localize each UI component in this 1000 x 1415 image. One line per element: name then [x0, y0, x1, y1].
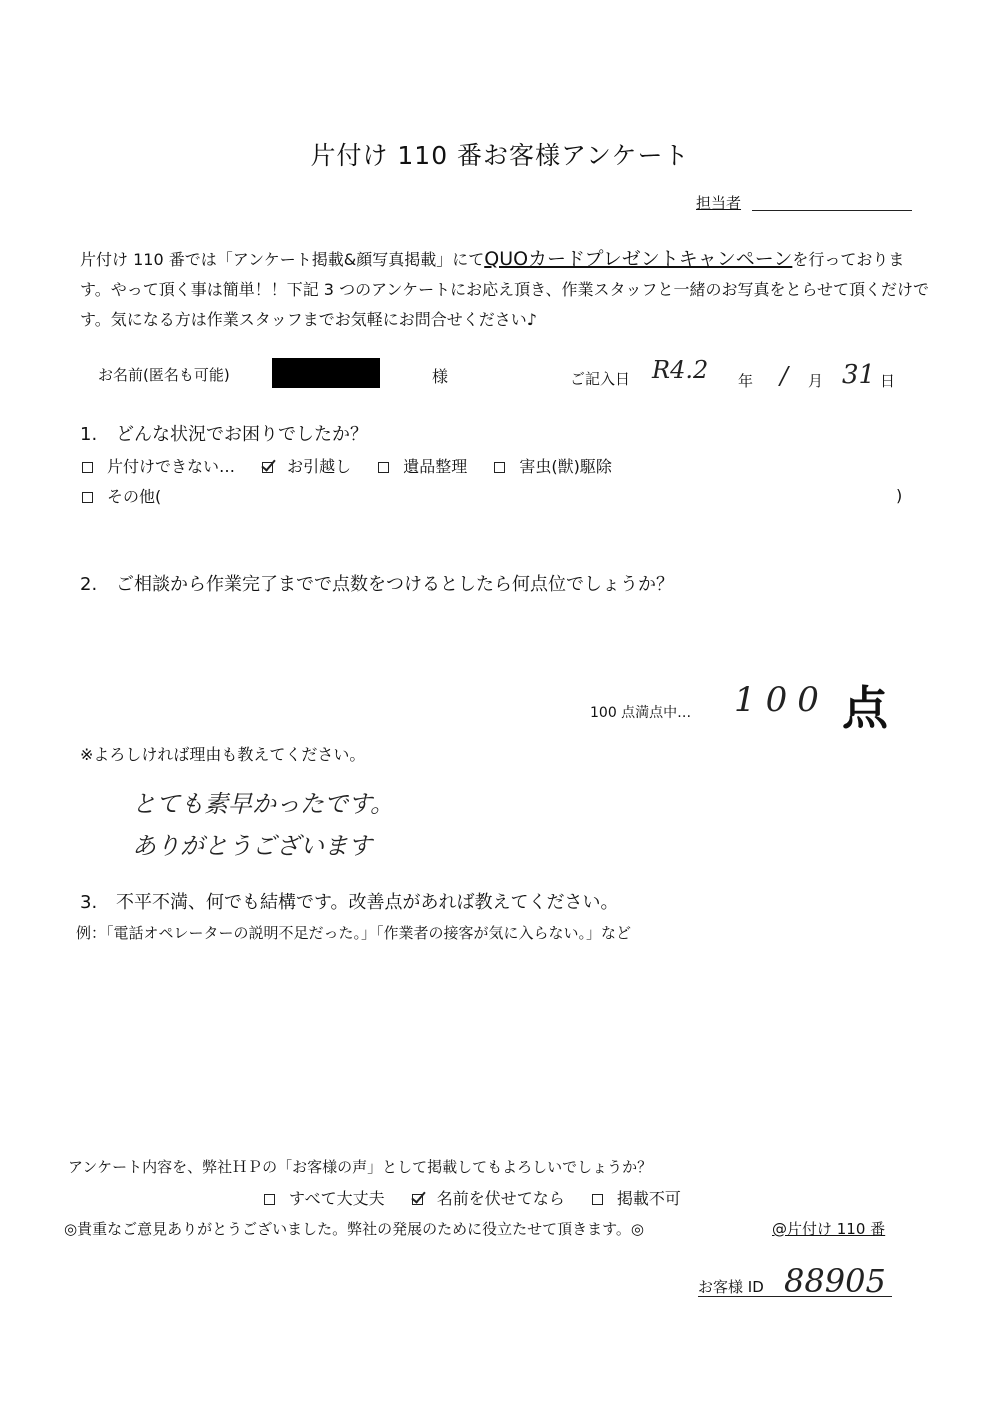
date-label: ご記入日 [570, 370, 631, 388]
publish-question: アンケート内容を、弊社ＨＰの「お客様の声」として掲載してもよろしいでしょうか？ [68, 1158, 653, 1176]
option-label: お引越し [287, 457, 352, 476]
checkbox[interactable] [264, 1194, 275, 1205]
intro-text [80, 244, 930, 335]
checkbox[interactable] [82, 462, 93, 473]
score-unit: 点 [842, 681, 888, 735]
reason-label: ※よろしければ理由も教えてください。 [80, 745, 366, 764]
checkbox[interactable] [592, 1194, 603, 1205]
question-1-options [82, 454, 634, 477]
score-prefix: 100 点満点中… [590, 705, 692, 721]
checkbox-checked[interactable] [262, 462, 273, 473]
customer-id-handwritten: 88905 [784, 1262, 886, 1300]
question-1-text: どんな状況でお困りでしたか？ [116, 424, 368, 445]
customer-id-label: お客様 ID [698, 1278, 764, 1296]
q1-option-pest[interactable] [494, 454, 612, 477]
other-close-paren: ) [896, 486, 903, 505]
publish-option-anonymous[interactable] [412, 1186, 565, 1209]
option-label: 掲載不可 [616, 1189, 681, 1208]
q1-option-other[interactable] [82, 484, 161, 507]
question-1 [80, 420, 368, 446]
reason-handwritten-2: ありがとうございます [132, 832, 372, 860]
date-year-handwritten: R4.2 [652, 356, 709, 384]
checkbox[interactable] [82, 492, 93, 503]
staff-line [752, 210, 912, 211]
date-month-label: 月 [808, 372, 824, 390]
other-label: その他( [107, 487, 162, 506]
name-label: お名前(匿名も可能) [98, 366, 230, 384]
score-handwritten: 100 [734, 680, 829, 720]
staff-label: 担当者 [696, 194, 742, 212]
date-day-label: 日 [880, 372, 896, 390]
question-2-number: 2. [80, 574, 98, 595]
campaign-highlight: QUOカードプレゼントキャンペーン [484, 248, 793, 270]
checkbox[interactable] [378, 462, 389, 473]
question-3-example: 例：「電話オペレーターの説明不足だった。」「作業者の接客が気に入らない。」など [76, 924, 632, 942]
thanks-note: ◎貴重なご意見ありがとうございました。弊社の発展のために役立たせて頂きます。◎ [64, 1220, 644, 1238]
publish-option-all[interactable] [264, 1186, 385, 1209]
question-2-text: ご相談から作業完了までで点数をつけるとしたら何点位でしょうか？ [116, 574, 674, 595]
signature: @片付け 110 番 [772, 1220, 886, 1238]
publish-options [264, 1186, 703, 1209]
date-day-handwritten: 31 [842, 360, 876, 390]
publish-option-no[interactable] [592, 1186, 681, 1209]
customer-id-line [698, 1296, 892, 1297]
q1-option-estate[interactable] [378, 454, 467, 477]
checkbox-checked[interactable] [412, 1194, 423, 1205]
question-3-number: 3. [80, 892, 98, 913]
option-label: 遺品整理 [403, 457, 468, 476]
question-3 [80, 888, 619, 914]
question-1-number: 1. [80, 424, 98, 445]
survey-title: 片付け 110 番お客様アンケート [310, 141, 690, 170]
redacted-name [272, 358, 380, 388]
date-year-label: 年 [738, 372, 754, 390]
intro-before: 片付け 110 番では「アンケート掲載&顔写真掲載」にて [80, 250, 485, 269]
question-3-text: 不平不満、何でも結構です。改善点があれば教えてください。 [116, 892, 619, 913]
date-month-handwritten: / [780, 362, 789, 390]
checkbox[interactable] [494, 462, 505, 473]
option-label: 害虫(獣)駆除 [519, 457, 612, 476]
option-label: 片付けできない… [107, 457, 236, 476]
intro-after: を行っております。やって頂く事は簡単！！下記 3 つのアンケートにお応え頂き、作業スタッフと一緒のお写真をとらせて頂くだけです。気になる方は作業スタッフまでお気軽にお問合せください♪ [80, 250, 929, 329]
option-label: 名前を伏せてなら [436, 1189, 565, 1208]
q1-option-tidy[interactable] [82, 454, 235, 477]
option-label: すべて大丈夫 [289, 1189, 385, 1208]
question-2 [80, 570, 674, 596]
q1-option-moving[interactable] [262, 454, 351, 477]
name-suffix: 様 [432, 367, 449, 386]
reason-handwritten-1: とても素早かったです。 [132, 790, 395, 818]
